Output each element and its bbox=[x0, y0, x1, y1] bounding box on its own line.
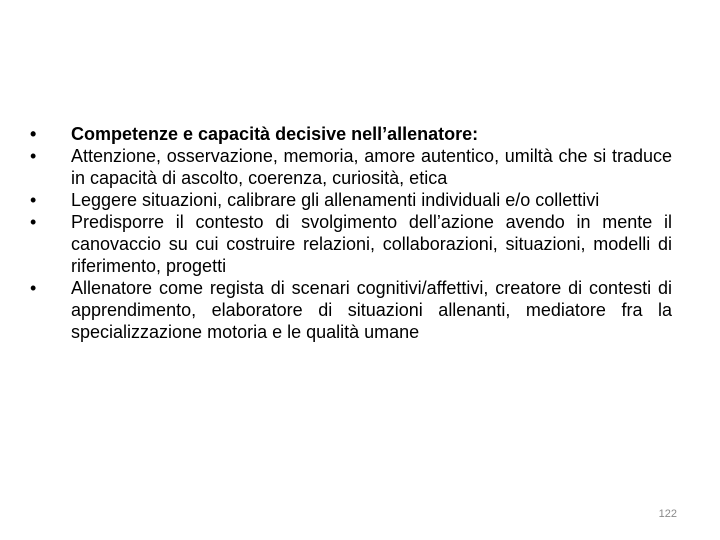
bullet-text: Allenatore come regista di scenari cognitivi/affettivi, creatore di contesti di apprendimento, elaboratore di situazioni allenanti, mediatore fra la specializzazione motoria e le qualità umane bbox=[71, 278, 672, 342]
bullet-list bbox=[30, 123, 672, 343]
bullet-dot-icon: • bbox=[30, 278, 37, 298]
bullet-dot-icon: • bbox=[30, 190, 37, 210]
bullet-text: Competenze e capacità decisive nell’allenatore: bbox=[71, 124, 479, 144]
bullet-dot-icon: • bbox=[30, 212, 37, 232]
bullet-item bbox=[30, 123, 672, 145]
bullet-text: Attenzione, osservazione, memoria, amore autentico, umiltà che si traduce in capacità di ascolto, coerenza, curiosità, etica bbox=[71, 146, 672, 188]
bullet-dot-icon: • bbox=[30, 124, 37, 144]
bullet-text: Predisporre il contesto di svolgimento dell’azione avendo in mente il canovaccio su cui costruire relazioni, collaborazioni, situazioni, modelli di riferimento, progetti bbox=[71, 212, 672, 276]
bullet-item bbox=[30, 277, 672, 343]
bullet-item bbox=[30, 189, 672, 211]
bullet-item bbox=[30, 211, 672, 277]
bullet-item bbox=[30, 145, 672, 189]
page-number: 122 bbox=[658, 508, 677, 520]
bullet-text: Leggere situazioni, calibrare gli allenamenti individuali e/o collettivi bbox=[71, 190, 600, 210]
bullet-dot-icon: • bbox=[30, 146, 37, 166]
